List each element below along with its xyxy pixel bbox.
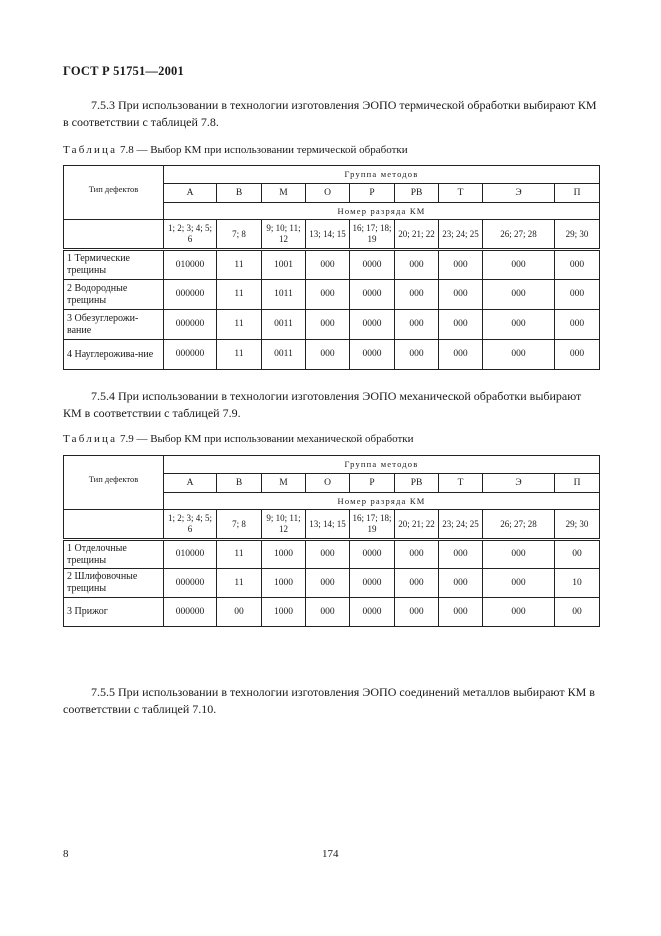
table-row bbox=[64, 250, 600, 280]
value-cell: 0000 bbox=[350, 310, 395, 340]
row-label: 2 Шлифовочные трещины bbox=[64, 569, 164, 598]
range-header-cell: 1; 2; 3; 4; 5; 6 bbox=[164, 220, 217, 250]
value-cell: 0000 bbox=[350, 569, 395, 598]
value-cell: 11 bbox=[217, 250, 262, 280]
value-cell: 0011 bbox=[262, 310, 306, 340]
group-header-cell: Т bbox=[439, 474, 483, 493]
blank-cell bbox=[64, 220, 164, 250]
column-header-km-number: Номер разряда КМ bbox=[164, 493, 600, 510]
value-cell: 000 bbox=[306, 598, 350, 627]
group-header-cell: В bbox=[217, 474, 262, 493]
value-cell: 00 bbox=[555, 540, 600, 569]
column-header-km-number: Номер разряда КМ bbox=[164, 203, 600, 220]
row-label: 1 Термические трещины bbox=[64, 250, 164, 280]
value-cell: 1000 bbox=[262, 540, 306, 569]
row-label: 3 Обезуглерожи-вание bbox=[64, 310, 164, 340]
range-header-cell: 16; 17; 18; 19 bbox=[350, 510, 395, 540]
range-header-cell: 29; 30 bbox=[555, 220, 600, 250]
row-label: 3 Прижог bbox=[64, 598, 164, 627]
caption-text: 7.9 — Выбор КМ при использовании механической обработки bbox=[119, 433, 414, 445]
range-header-cell: 1; 2; 3; 4; 5; 6 bbox=[164, 510, 217, 540]
paragraph-7-5-5: 7.5.5 При использовании в технологии изготовления ЭОПО соединений металлов выбирают КМ в соответствии с таблицей 7.10. bbox=[63, 685, 595, 716]
range-header-cell: 16; 17; 18; 19 bbox=[350, 220, 395, 250]
header-row-ranges bbox=[64, 220, 600, 250]
value-cell: 000 bbox=[439, 540, 483, 569]
range-header-cell: 9; 10; 11; 12 bbox=[262, 220, 306, 250]
value-cell: 000000 bbox=[164, 280, 217, 310]
value-cell: 000 bbox=[483, 310, 555, 340]
group-header-cell: М bbox=[262, 474, 306, 493]
value-cell: 000 bbox=[439, 280, 483, 310]
table-row bbox=[64, 340, 600, 370]
group-header-cell: А bbox=[164, 474, 217, 493]
value-cell: 000000 bbox=[164, 310, 217, 340]
value-cell: 000 bbox=[439, 598, 483, 627]
group-header-cell: А bbox=[164, 184, 217, 203]
value-cell: 11 bbox=[217, 310, 262, 340]
value-cell: 000 bbox=[439, 250, 483, 280]
value-cell: 000 bbox=[555, 250, 600, 280]
table-7-8-caption bbox=[63, 144, 408, 156]
blank-cell bbox=[64, 510, 164, 540]
row-label: 1 Отделочные трещины bbox=[64, 540, 164, 569]
table-row bbox=[64, 310, 600, 340]
caption-word: Таблица bbox=[63, 433, 118, 445]
value-cell: 0011 bbox=[262, 340, 306, 370]
column-header-method-group: Группа методов bbox=[164, 166, 600, 184]
page-number-left: 8 bbox=[63, 848, 69, 860]
document-header: ГОСТ Р 51751—2001 bbox=[63, 64, 184, 78]
value-cell: 000 bbox=[395, 280, 439, 310]
group-header-cell: РВ bbox=[395, 184, 439, 203]
value-cell: 000 bbox=[306, 569, 350, 598]
value-cell: 000 bbox=[395, 598, 439, 627]
value-cell: 010000 bbox=[164, 540, 217, 569]
row-label: 2 Водородные трещины bbox=[64, 280, 164, 310]
range-header-cell: 13; 14; 15 bbox=[306, 220, 350, 250]
range-header-cell: 9; 10; 11; 12 bbox=[262, 510, 306, 540]
page-number-center: 174 bbox=[322, 848, 339, 860]
value-cell: 000 bbox=[395, 540, 439, 569]
value-cell: 010000 bbox=[164, 250, 217, 280]
value-cell: 000 bbox=[395, 340, 439, 370]
value-cell: 000 bbox=[306, 280, 350, 310]
value-cell: 000 bbox=[395, 310, 439, 340]
table-row bbox=[64, 540, 600, 569]
range-header-cell: 13; 14; 15 bbox=[306, 510, 350, 540]
value-cell: 0000 bbox=[350, 250, 395, 280]
value-cell: 1011 bbox=[262, 280, 306, 310]
range-header-cell: 26; 27; 28 bbox=[483, 510, 555, 540]
value-cell: 0000 bbox=[350, 598, 395, 627]
table-7-8 bbox=[63, 165, 600, 370]
value-cell: 000 bbox=[439, 310, 483, 340]
range-header-cell: 23; 24; 25 bbox=[439, 510, 483, 540]
value-cell: 11 bbox=[217, 540, 262, 569]
range-header-cell: 20; 21; 22 bbox=[395, 510, 439, 540]
group-header-cell: О bbox=[306, 184, 350, 203]
range-header-cell: 7; 8 bbox=[217, 220, 262, 250]
value-cell: 000 bbox=[555, 310, 600, 340]
value-cell: 000 bbox=[483, 250, 555, 280]
group-header-cell: П bbox=[555, 184, 600, 203]
group-header-cell: Э bbox=[483, 184, 555, 203]
value-cell: 000 bbox=[483, 569, 555, 598]
table-row bbox=[64, 569, 600, 598]
value-cell: 000 bbox=[439, 569, 483, 598]
value-cell: 00 bbox=[555, 598, 600, 627]
value-cell: 000 bbox=[395, 569, 439, 598]
group-header-cell: О bbox=[306, 474, 350, 493]
value-cell: 000000 bbox=[164, 569, 217, 598]
row-label: 4 Науглерожива-ние bbox=[64, 340, 164, 370]
value-cell: 000000 bbox=[164, 598, 217, 627]
value-cell: 000 bbox=[483, 598, 555, 627]
range-header-cell: 29; 30 bbox=[555, 510, 600, 540]
paragraph-7-5-4: 7.5.4 При использовании в технологии изготовления ЭОПО механической обработки выбирают КМ в соответствии с таблицей 7.9. bbox=[63, 389, 582, 420]
value-cell: 0000 bbox=[350, 540, 395, 569]
header-row-ranges bbox=[64, 510, 600, 540]
value-cell: 1000 bbox=[262, 569, 306, 598]
group-header-cell: Т bbox=[439, 184, 483, 203]
value-cell: 000 bbox=[555, 340, 600, 370]
range-header-cell: 23; 24; 25 bbox=[439, 220, 483, 250]
caption-word: Таблица bbox=[63, 144, 118, 156]
group-header-cell: М bbox=[262, 184, 306, 203]
group-header-cell: РВ bbox=[395, 474, 439, 493]
value-cell: 000 bbox=[306, 250, 350, 280]
value-cell: 000 bbox=[306, 340, 350, 370]
value-cell: 11 bbox=[217, 280, 262, 310]
value-cell: 0000 bbox=[350, 340, 395, 370]
value-cell: 0000 bbox=[350, 280, 395, 310]
column-header-defect-type: Тип дефектов bbox=[64, 456, 164, 510]
value-cell: 000 bbox=[306, 540, 350, 569]
value-cell: 11 bbox=[217, 340, 262, 370]
group-header-cell: В bbox=[217, 184, 262, 203]
value-cell: 000 bbox=[483, 280, 555, 310]
group-header-cell: Р bbox=[350, 184, 395, 203]
value-cell: 000 bbox=[555, 280, 600, 310]
value-cell: 10 bbox=[555, 569, 600, 598]
paragraph-7-5-3: 7.5.3 При использовании в технологии изготовления ЭОПО термической обработки выбирают КМ в соответствии с таблицей 7.8. bbox=[63, 98, 597, 129]
range-header-cell: 26; 27; 28 bbox=[483, 220, 555, 250]
value-cell: 00 bbox=[217, 598, 262, 627]
value-cell: 1001 bbox=[262, 250, 306, 280]
value-cell: 000 bbox=[483, 540, 555, 569]
value-cell: 000 bbox=[306, 310, 350, 340]
value-cell: 000 bbox=[439, 340, 483, 370]
column-header-defect-type: Тип дефектов bbox=[64, 166, 164, 220]
value-cell: 000000 bbox=[164, 340, 217, 370]
value-cell: 000 bbox=[395, 250, 439, 280]
table-row bbox=[64, 280, 600, 310]
group-header-cell: Р bbox=[350, 474, 395, 493]
group-header-cell: П bbox=[555, 474, 600, 493]
value-cell: 11 bbox=[217, 569, 262, 598]
table-7-9-caption bbox=[63, 433, 413, 445]
range-header-cell: 20; 21; 22 bbox=[395, 220, 439, 250]
value-cell: 000 bbox=[483, 340, 555, 370]
column-header-method-group: Группа методов bbox=[164, 456, 600, 474]
table-row bbox=[64, 598, 600, 627]
group-header-cell: Э bbox=[483, 474, 555, 493]
caption-text: 7.8 — Выбор КМ при использовании термической обработки bbox=[119, 144, 408, 156]
table-7-9 bbox=[63, 455, 600, 627]
range-header-cell: 7; 8 bbox=[217, 510, 262, 540]
value-cell: 1000 bbox=[262, 598, 306, 627]
